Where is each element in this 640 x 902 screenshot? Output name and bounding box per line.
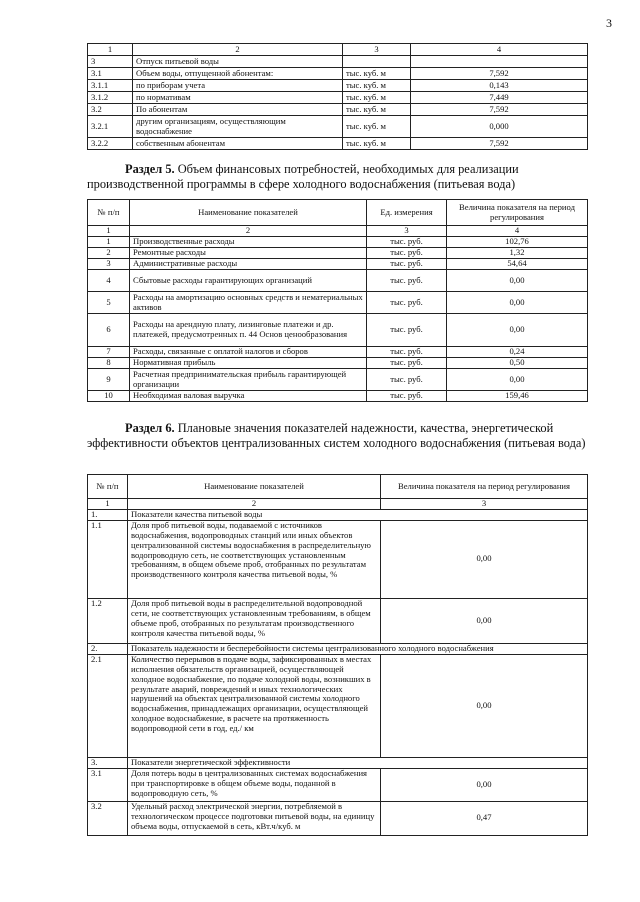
row-unit [343, 56, 411, 68]
row-value: 0,00 [381, 520, 588, 598]
water-supply-table [87, 43, 588, 150]
table-row [88, 768, 588, 801]
row-unit: тыс. руб. [367, 347, 447, 358]
column-header: Наименование показателей [128, 475, 381, 499]
table-header-row [88, 44, 588, 56]
section-6-title: Плановые значения показателей надежности, качества, энергетической эффективности объектов централизованных систем холодного водоснабжения (питьевая вода) [87, 421, 586, 450]
col-number: 1 [88, 44, 133, 56]
row-value: 0,000 [411, 116, 588, 138]
row-value: 102,76 [447, 237, 588, 248]
row-name: Объем воды, отпущенной абонентам: [133, 68, 343, 80]
row-name: по нормативам [133, 92, 343, 104]
row-unit: тыс. руб. [367, 237, 447, 248]
row-value: 54,64 [447, 259, 588, 270]
row-name: Отпуск питьевой воды [133, 56, 343, 68]
row-number: 3.1.2 [88, 92, 133, 104]
row-number: 2.1 [88, 654, 128, 757]
group-row [88, 757, 588, 768]
row-value: 7,449 [411, 92, 588, 104]
row-unit: тыс. руб. [367, 369, 447, 391]
row-unit: тыс. куб. м [343, 138, 411, 150]
table-row [88, 237, 588, 248]
section-6-label: Раздел 6. [125, 421, 175, 435]
table-row [88, 68, 588, 80]
section-5-heading [87, 162, 587, 192]
row-value: 0,50 [447, 358, 588, 369]
col-number: 3 [367, 226, 447, 237]
col-number: 2 [128, 499, 381, 510]
column-header: Ед. измерения [367, 200, 447, 226]
table-row [88, 391, 588, 402]
row-name: Расходы на амортизацию основных средств и нематериальных активов [130, 292, 367, 314]
row-value: 0,00 [381, 598, 588, 643]
row-name: Нормативная прибыль [130, 358, 367, 369]
row-value: 0,00 [381, 654, 588, 757]
row-number: 3 [88, 259, 130, 270]
row-value: 0,00 [447, 292, 588, 314]
row-name: Доля потерь воды в централизованных системах водоснабжения при транспортировке в общем объеме воды, поданной в водопроводную сеть, % [128, 768, 381, 801]
row-number: 1.2 [88, 598, 128, 643]
row-name: Расходы на арендную плату, лизинговые платежи и др. платежей, предусмотренных п. 44 Основ ценообразования [130, 314, 367, 347]
row-number: 3.2.2 [88, 138, 133, 150]
row-number: 10 [88, 391, 130, 402]
row-value: 0,24 [447, 347, 588, 358]
row-unit: тыс. куб. м [343, 80, 411, 92]
table-row [88, 654, 588, 757]
row-number: 3.1 [88, 768, 128, 801]
section-5-title: Объем финансовых потребностей, необходимых для реализации производственной программы в сфере холодного водоснабжения (питьевая вода) [87, 162, 519, 191]
col-number: 4 [447, 226, 588, 237]
row-unit: тыс. руб. [367, 391, 447, 402]
table-row [88, 248, 588, 259]
row-number: 6 [88, 314, 130, 347]
row-number: 9 [88, 369, 130, 391]
table-row [88, 92, 588, 104]
row-number: 3 [88, 56, 133, 68]
row-value: 0,47 [381, 801, 588, 835]
table-row [88, 56, 588, 68]
row-unit: тыс. руб. [367, 259, 447, 270]
table-row [88, 259, 588, 270]
column-number-row [88, 226, 588, 237]
row-unit: тыс. руб. [367, 270, 447, 292]
row-name: Удельный расход электрической энергии, потребляемой в технологическом процессе подготовки питьевой воды, на единицу объема воды, отпускаемой в сеть, кВт.ч/куб. м [128, 801, 381, 835]
row-value: 0,00 [447, 270, 588, 292]
table-row [88, 347, 588, 358]
group-number: 3. [88, 757, 128, 768]
row-name: Расходы, связанные с оплатой налогов и сборов [130, 347, 367, 358]
row-unit: тыс. руб. [367, 248, 447, 259]
table-row [88, 369, 588, 391]
col-number: 3 [381, 499, 588, 510]
row-number: 3.2 [88, 104, 133, 116]
row-value [411, 56, 588, 68]
row-number: 5 [88, 292, 130, 314]
row-name: Расчетная предпринимательская прибыль гарантирующей организации [130, 369, 367, 391]
table-row [88, 270, 588, 292]
group-row [88, 509, 588, 520]
table-row [88, 138, 588, 150]
row-name: Ремонтные расходы [130, 248, 367, 259]
table-row [88, 292, 588, 314]
group-name: Показатель надежности и бесперебойности системы централизованного холодного водоснабжения [128, 643, 588, 654]
row-unit: тыс. куб. м [343, 92, 411, 104]
row-unit: тыс. руб. [367, 314, 447, 347]
row-number: 3.1 [88, 68, 133, 80]
row-value: 0,00 [447, 314, 588, 347]
page-number: 3 [606, 16, 612, 30]
row-value: 0,143 [411, 80, 588, 92]
row-name: Административные расходы [130, 259, 367, 270]
column-header: Величина показателя на период регулирования [381, 475, 588, 499]
col-number: 2 [130, 226, 367, 237]
row-unit: тыс. куб. м [343, 116, 411, 138]
col-number: 4 [411, 44, 588, 56]
row-name: собственным абонентам [133, 138, 343, 150]
group-number: 1. [88, 509, 128, 520]
indicators-table [87, 474, 588, 836]
row-name: Необходимая валовая выручка [130, 391, 367, 402]
table-header-row [88, 200, 588, 226]
table-row [88, 104, 588, 116]
row-value: 7,592 [411, 138, 588, 150]
column-header: Величина показателя на период регулирования [447, 200, 588, 226]
group-number: 2. [88, 643, 128, 654]
table-row [88, 116, 588, 138]
row-value: 1,32 [447, 248, 588, 259]
row-value: 0,00 [447, 369, 588, 391]
row-name: Доля проб питьевой воды, подаваемой с источников водоснабжения, водопроводных станций или иных объектов централизованной системы водоснабжения в распределительную водопроводную сеть, не соответствующих установленным требованиям, в общем объеме проб, отобранных по результатам производственного контроля качества питьевой воды, % [128, 520, 381, 598]
row-name: Производственные расходы [130, 237, 367, 248]
row-value: 7,592 [411, 104, 588, 116]
col-number: 1 [88, 499, 128, 510]
section-5-label: Раздел 5. [125, 162, 175, 176]
table-row [88, 80, 588, 92]
financial-needs-table [87, 199, 588, 402]
column-header: № п/п [88, 200, 130, 226]
row-number: 3.2 [88, 801, 128, 835]
row-number: 7 [88, 347, 130, 358]
col-number: 1 [88, 226, 130, 237]
group-row [88, 643, 588, 654]
group-name: Показатели качества питьевой воды [128, 509, 588, 520]
row-unit: тыс. куб. м [343, 68, 411, 80]
section-6-heading [87, 421, 587, 451]
row-name: По абонентам [133, 104, 343, 116]
row-unit: тыс. руб. [367, 292, 447, 314]
row-number: 1.1 [88, 520, 128, 598]
table-row [88, 314, 588, 347]
row-name: другим организациям, осуществляющим водоснабжение [133, 116, 343, 138]
row-name: по приборам учета [133, 80, 343, 92]
table-header-row [88, 475, 588, 499]
row-number: 2 [88, 248, 130, 259]
table-row [88, 358, 588, 369]
row-unit: тыс. руб. [367, 358, 447, 369]
row-name: Сбытовые расходы гарантирующих организаций [130, 270, 367, 292]
table-row [88, 520, 588, 598]
column-header: № п/п [88, 475, 128, 499]
col-number: 3 [343, 44, 411, 56]
group-name: Показатели энергетической эффективности [128, 757, 588, 768]
row-number: 4 [88, 270, 130, 292]
row-number: 3.1.1 [88, 80, 133, 92]
row-value: 7,592 [411, 68, 588, 80]
row-value: 159,46 [447, 391, 588, 402]
column-header: Наименование показателей [130, 200, 367, 226]
row-value: 0,00 [381, 768, 588, 801]
col-number: 2 [133, 44, 343, 56]
table-row [88, 801, 588, 835]
row-number: 1 [88, 237, 130, 248]
column-number-row [88, 499, 588, 510]
table-row [88, 598, 588, 643]
row-number: 8 [88, 358, 130, 369]
row-name: Количество перерывов в подаче воды, зафиксированных в местах исполнения обязательств организацией, осуществляющей холодное водоснабжение, по подаче холодной воды, возникших в результате аварий, повреждений и иных технологических нарушений на объектах централизованной системы холодного водоснабжения, принадлежащих организации, осуществляющей холодное водоснабжение, в расчете на протяженность водопроводной сети в год, ед./ км [128, 654, 381, 757]
row-name: Доля проб питьевой воды в распределительной водопроводной сети, не соответствующих установленным требованиям, в общем объеме проб, отобранных по результатам производственного контроля качества питьевой воды, % [128, 598, 381, 643]
row-unit: тыс. куб. м [343, 104, 411, 116]
row-number: 3.2.1 [88, 116, 133, 138]
